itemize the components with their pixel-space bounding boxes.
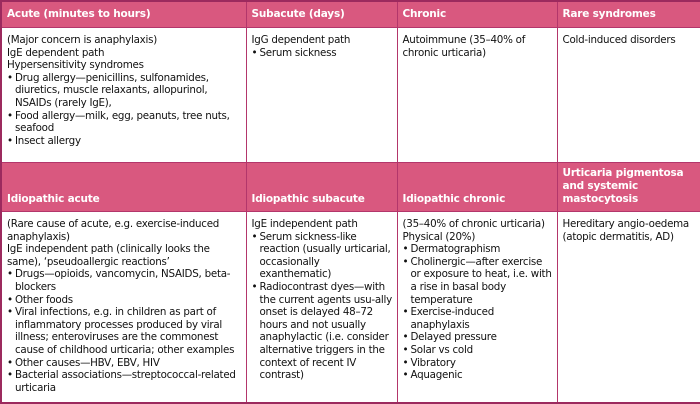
header-row-1 (1, 1, 700, 28)
cell-urticaria-pigmentosa (557, 212, 700, 404)
bullet-list (7, 268, 243, 394)
cell-idiopathic-acute (1, 212, 246, 404)
list-item: • Food allergy—milk, egg, peanuts, tree nuts, seafood (7, 110, 243, 135)
cell-line: (35–40% of chronic urticaria) (402, 218, 545, 230)
bullet-list (403, 243, 554, 382)
cell-line: (Major concern is anaphylaxis) (7, 34, 158, 46)
list-item: • Serum sickness-like reaction (usually urticarial, occasionally exanthematic) (252, 231, 394, 281)
cell-subacute (246, 28, 397, 163)
header-rare-syndromes: Rare syndromes (557, 1, 700, 28)
list-item: • Aquagenic (403, 369, 554, 382)
header-subacute: Subacute (days) (246, 1, 397, 28)
body-row-1 (1, 28, 700, 163)
cell-idiopathic-chronic (397, 212, 557, 404)
cell-line: Hereditary angio-oedema (atopic dermatitis, AD) (562, 218, 689, 243)
cell-line: Autoimmune (35–40% of chronic urticaria) (402, 34, 526, 59)
cell-line: IgE dependent path (7, 46, 105, 59)
cell-idiopathic-subacute (246, 212, 397, 404)
list-item: • Insect allergy (7, 135, 243, 148)
header-urticaria-pigmentosa: Urticaria pigmentosa and systemic mastocytosis (557, 163, 700, 212)
list-item: • Other foods (7, 294, 243, 307)
list-item: • Bacterial associations—streptococcal-related urticaria (7, 369, 243, 394)
list-item: • Serum sickness (252, 47, 394, 60)
body-row-2 (1, 212, 700, 404)
header-row-2 (1, 163, 700, 212)
list-item: • Radiocontrast dyes—with the current agents usu-ally onset is delayed 48–72 hours and not usually anaphylactic (i.e. consider alternative triggers in the context of recent IV contrast) (252, 281, 394, 382)
bullet-list (252, 47, 394, 60)
list-item: • Drugs—opioids, vancomycin, NSAIDS, beta-blockers (7, 268, 243, 293)
cell-line: Physical (20%) (402, 230, 476, 243)
list-item: • Viral infections, e.g. in children as part of inflammatory processes produced by viral illness; enteroviruses are the commonest cause of childhood urticaria; other examples (7, 306, 243, 356)
bullet-list (7, 72, 243, 148)
cell-line: Hypersensitivity syndromes (7, 59, 144, 72)
header-idiopathic-subacute: Idiopathic subacute (246, 163, 397, 212)
list-item: • Drug allergy—penicillins, sulfonamides, diuretics, muscle relaxants, allopurinol, NSAIDs (rarely IgE), (7, 72, 243, 110)
cell-line: IgE independent path (251, 218, 358, 230)
cell-rare-syndromes (557, 28, 700, 163)
header-idiopathic-acute: Idiopathic acute (1, 163, 246, 212)
bullet-list (252, 231, 394, 382)
cell-line: IgE independent path (clinically looks the same), ‘pseudoallergic reactions’ (7, 243, 210, 268)
list-item: • Exercise-induced anaphylaxis (403, 306, 554, 331)
list-item: • Solar vs cold (403, 344, 554, 357)
cell-chronic (397, 28, 557, 163)
list-item: • Delayed pressure (403, 331, 554, 344)
header-acute: Acute (minutes to hours) (1, 1, 246, 28)
cell-line: IgG dependent path (251, 34, 351, 46)
list-item: • Dermatographism (403, 243, 554, 256)
header-idiopathic-chronic: Idiopathic chronic (397, 163, 557, 212)
cell-line: (Rare cause of acute, e.g. exercise-induced anaphylaxis) (7, 218, 220, 243)
cell-line: Cold-induced disorders (562, 34, 676, 46)
list-item: • Cholinergic—after exercise or exposure to heat, i.e. with a rise in basal body temperature (403, 256, 554, 306)
list-item: • Vibratory (403, 357, 554, 370)
list-item: • Other causes—HBV, EBV, HIV (7, 357, 243, 370)
cell-acute (1, 28, 246, 163)
header-chronic: Chronic (397, 1, 557, 28)
